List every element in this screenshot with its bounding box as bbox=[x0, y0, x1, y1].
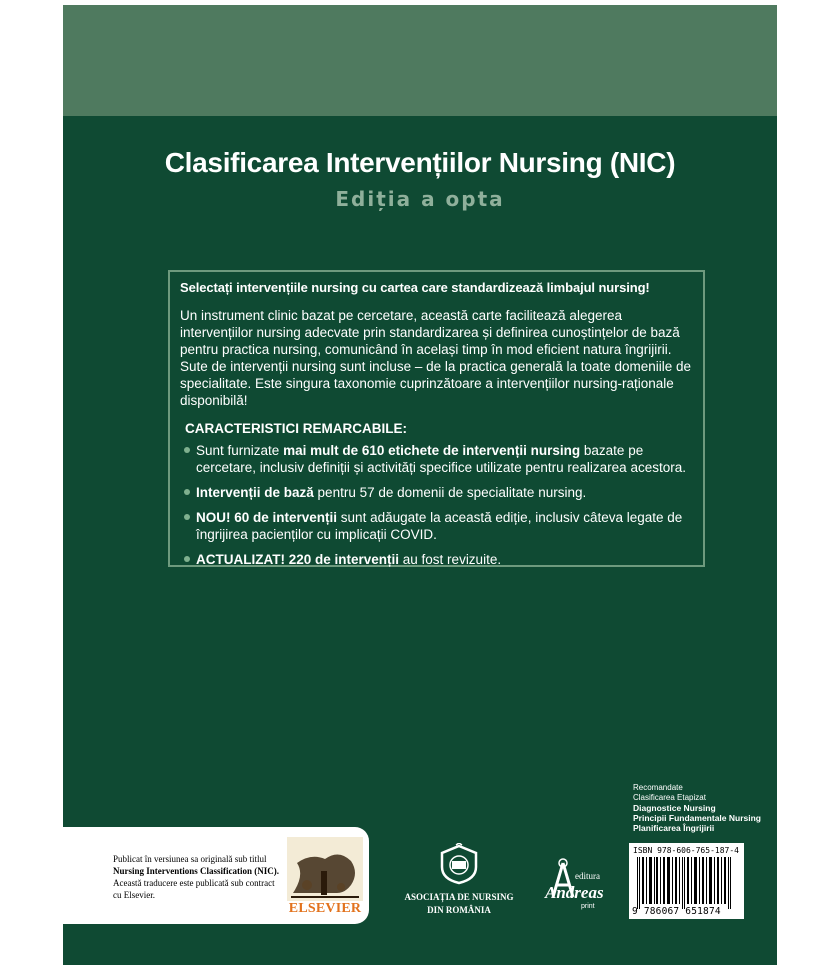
andreas-publisher-logo bbox=[541, 853, 611, 923]
book-back-cover bbox=[63, 5, 777, 965]
barcode-digits: 9 786067 651874 bbox=[632, 906, 721, 917]
isbn-label: ISBN 978-606-765-187-4 bbox=[633, 846, 739, 855]
bullet-icon bbox=[184, 514, 190, 520]
top-band bbox=[63, 5, 777, 116]
recommendation-item: Planificarea Îngrijirii bbox=[633, 823, 715, 833]
features-heading: CARACTERISTICI REMARCABILE: bbox=[185, 421, 407, 436]
recommendation-item: Clasificarea Etapizat bbox=[633, 793, 706, 802]
book-title: Clasificarea Intervențiilor Nursing (NIC) bbox=[164, 147, 676, 178]
andreas-bottom: print bbox=[581, 903, 595, 910]
association-name-line1: ASOCIAȚIA DE NURSING bbox=[404, 892, 514, 902]
andreas-top: editura bbox=[575, 871, 600, 881]
box-body-text: Un instrument clinic bazat pe cercetare, această carte facilitează alegerea intervențiilor nursing adecvate prin standardizarea și definirea cunoștințelor de bază pentru practica nursing, comunicând în același timp în mod eficient natura îngrijirii. Sute de intervenții nursing sunt incluse – de la practica generală la toate domeniile de specialitate. Este singura taxonomie cuprinzătoare a intervențiilor nursing-raționale disponibilă! bbox=[180, 308, 692, 408]
feature-item: NOU! 60 de intervenții sunt adăugate la această ediție, inclusiv câteva legate de îngrijirea pacienților cu implicații COVID. bbox=[182, 509, 693, 543]
description-box bbox=[168, 270, 705, 567]
elsevier-wordmark: ELSEVIER bbox=[288, 901, 362, 916]
feature-item: Sunt furnizate mai mult de 610 etichete de intervenții nursing bazate pe cercetare, inclusiv definiții și activități specifice utilizate pentru realizarea acestora. bbox=[182, 442, 693, 476]
bullet-icon bbox=[184, 489, 190, 495]
association-name-line2: DIN ROMÂNIA bbox=[427, 905, 491, 915]
nursing-association-logo bbox=[399, 843, 519, 916]
publisher-panel bbox=[63, 827, 369, 924]
recommendations bbox=[633, 783, 761, 833]
andreas-name: Andreas bbox=[545, 883, 604, 902]
isbn-barcode bbox=[629, 843, 744, 919]
bullet-icon bbox=[184, 447, 190, 453]
recommendations-heading: Recomandate bbox=[633, 783, 683, 792]
recommendation-item: Diagnostice Nursing bbox=[633, 803, 716, 813]
publisher-note: Publicat în versiunea sa originală sub titlul Nursing Interventions Classification (NIC). Această traducere este publicată sub contract cu Elsevier. bbox=[113, 854, 280, 900]
recommendation-item: Principii Fundamentale Nursing bbox=[633, 813, 761, 823]
feature-item: ACTUALIZAT! 220 de intervenții au fost revizuite. bbox=[182, 551, 693, 568]
feature-item: Intervenții de bază pentru 57 de domenii de specialitate nursing. bbox=[182, 484, 693, 501]
box-headline: Selectați intervențiile nursing cu cartea care standardizează limbajul nursing! bbox=[180, 280, 650, 295]
edition-subtitle: Ediția a opta bbox=[335, 187, 505, 211]
bullet-icon bbox=[184, 556, 190, 562]
features-list bbox=[180, 442, 693, 568]
association-emblem-icon bbox=[436, 843, 482, 885]
